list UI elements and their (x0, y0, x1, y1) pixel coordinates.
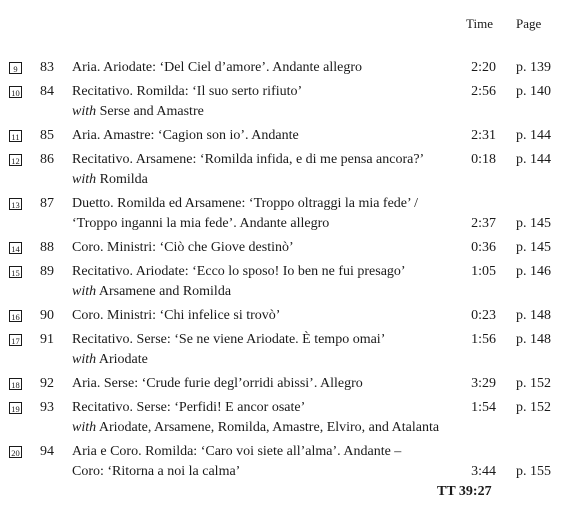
track-time: 2:31 (471, 128, 496, 143)
track-page: p. 144 (516, 128, 551, 143)
item-number: 83 (40, 60, 54, 75)
performers-names: Arsamene and Romilda (96, 284, 232, 299)
performers-line (72, 102, 462, 122)
performers-names: Ariodate (96, 352, 148, 367)
description-line: Duetto. Romilda ed Arsamene: ‘Troppo oltraggi la mia fede’ / (72, 196, 419, 211)
item-number: 93 (40, 400, 54, 415)
track-page: p. 140 (516, 84, 551, 99)
track-time: 1:54 (471, 400, 496, 415)
track-description (72, 150, 462, 190)
track-number-box: 10 (9, 86, 22, 98)
track-description (72, 374, 462, 394)
track-number-box: 13 (9, 198, 22, 210)
track-description (72, 58, 462, 78)
with-label: with (72, 420, 97, 435)
column-headers (0, 14, 571, 34)
item-number: 89 (40, 264, 54, 279)
item-number: 87 (40, 196, 54, 211)
track-time: 0:18 (471, 152, 496, 167)
description-line: Recitativo. Ariodate: ‘Ecco lo sposo! Io ben ne fui presago’ (72, 264, 406, 279)
performers-line (72, 418, 462, 438)
performers-line (72, 170, 462, 190)
item-number: 92 (40, 376, 54, 391)
item-number: 90 (40, 308, 54, 323)
description-line: Coro. Ministri: ‘Chi infelice si trovò’ (72, 308, 281, 323)
track-time: 0:36 (471, 240, 496, 255)
description-line: Recitativo. Arsamene: ‘Romilda infida, e di me pensa ancora?’ (72, 152, 425, 167)
track-number-box: 11 (9, 130, 22, 142)
track-page: p. 152 (516, 376, 551, 391)
track-description (72, 238, 462, 258)
item-number: 94 (40, 444, 54, 459)
track-time: 1:56 (471, 332, 496, 347)
description-line: ‘Troppo inganni la mia fede’. Andante allegro (72, 216, 330, 231)
item-number: 85 (40, 128, 54, 143)
performers-names: Ariodate, Arsamene, Romilda, Amastre, Elviro, and Atalanta (96, 420, 440, 435)
track-number-box: 17 (9, 334, 22, 346)
track-time: 3:29 (471, 376, 496, 391)
track-number-box: 19 (9, 402, 22, 414)
description-line: Recitativo. Romilda: ‘Il suo serto rifiuto’ (72, 84, 303, 99)
with-label: with (72, 104, 97, 119)
page-column-header: Page (516, 16, 542, 31)
with-label: with (72, 284, 97, 299)
track-number-box: 20 (9, 446, 22, 458)
track-description (72, 330, 462, 370)
track-number-box: 18 (9, 378, 22, 390)
track-description (72, 306, 462, 326)
track-description (72, 194, 462, 234)
description-line: Coro: ‘Ritorna a noi la calma’ (72, 464, 241, 479)
performers-names: Romilda (96, 172, 148, 187)
track-number-box: 16 (9, 310, 22, 322)
track-page: p. 148 (516, 308, 551, 323)
description-line: Recitativo. Serse: ‘Se ne viene Ariodate. È tempo omai’ (72, 332, 386, 347)
description-line: Recitativo. Serse: ‘Perfidi! E ancor osate’ (72, 400, 306, 415)
track-page: p. 139 (516, 60, 551, 75)
track-time: 3:44 (471, 464, 496, 479)
item-number: 86 (40, 152, 54, 167)
track-description (72, 398, 462, 438)
description-line: Aria. Ariodate: ‘Del Ciel d’amore’. Andante allegro (72, 60, 363, 75)
total-time: TT 39:27 (437, 484, 492, 499)
description-line: Aria. Serse: ‘Crude furie degl’orridi abissi’. Allegro (72, 376, 363, 391)
item-number: 84 (40, 84, 54, 99)
track-number-box: 15 (9, 266, 22, 278)
track-description (72, 82, 462, 122)
track-number-box: 14 (9, 242, 22, 254)
track-page: p. 145 (516, 216, 551, 231)
time-column-header: Time (466, 16, 493, 31)
description-line: Aria e Coro. Romilda: ‘Caro voi siete all’alma’. Andante – (72, 444, 402, 459)
track-description (72, 262, 462, 302)
track-page: p. 152 (516, 400, 551, 415)
track-time: 2:20 (471, 60, 496, 75)
track-number-box: 12 (9, 154, 22, 166)
description-line: Coro. Ministri: ‘Ciò che Giove destinò’ (72, 240, 294, 255)
track-page: p. 148 (516, 332, 551, 347)
track-time: 1:05 (471, 264, 496, 279)
performers-names: Serse and Amastre (96, 104, 204, 119)
item-number: 91 (40, 332, 54, 347)
track-page: p. 144 (516, 152, 551, 167)
performers-line (72, 282, 462, 302)
track-time: 2:37 (471, 216, 496, 231)
track-number-box: 9 (9, 62, 22, 74)
track-description (72, 126, 462, 146)
with-label: with (72, 352, 97, 367)
track-page: p. 145 (516, 240, 551, 255)
description-line: Aria. Amastre: ‘Cagion son io’. Andante (72, 128, 299, 143)
track-time: 0:23 (471, 308, 496, 323)
track-description (72, 442, 462, 482)
track-page: p. 155 (516, 464, 551, 479)
with-label: with (72, 172, 97, 187)
track-time: 2:56 (471, 84, 496, 99)
track-page: p. 146 (516, 264, 551, 279)
performers-line (72, 350, 462, 370)
item-number: 88 (40, 240, 54, 255)
